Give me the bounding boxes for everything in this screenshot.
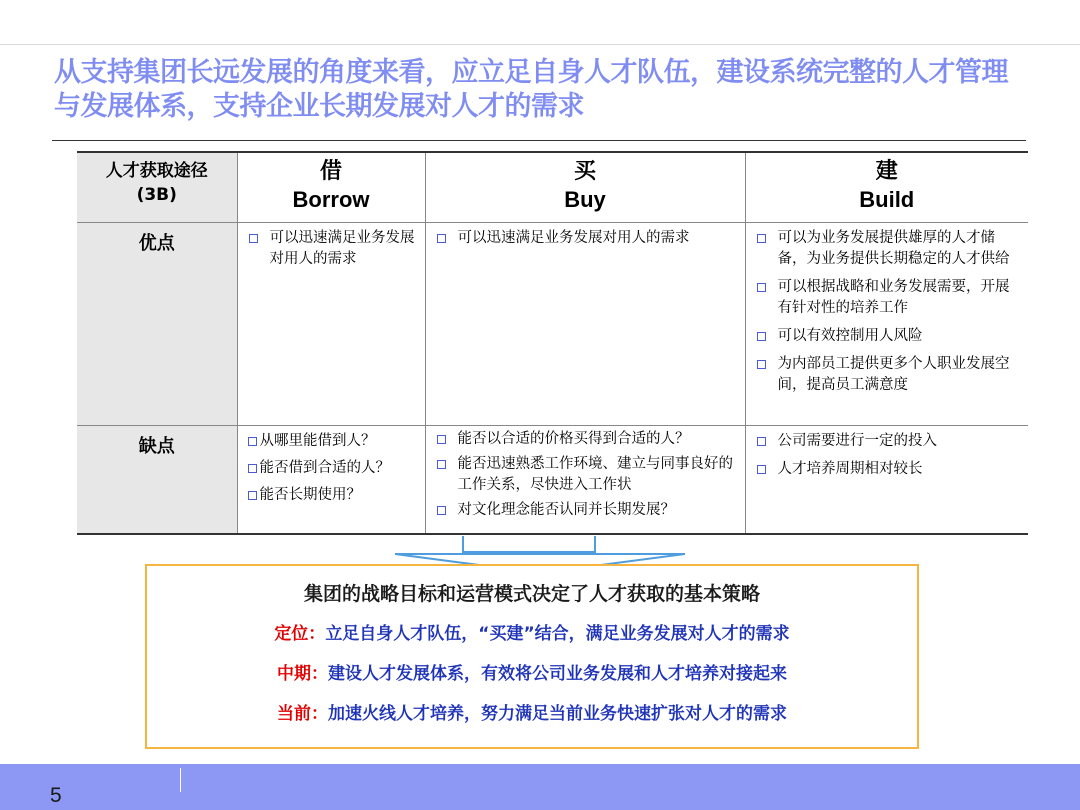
square-bullet-icon (757, 360, 766, 369)
square-bullet-icon (249, 234, 258, 243)
row-label-advantages: 优点 (77, 222, 237, 425)
list-item: 可以根据战略和业务发展需要，开展有针对性的培养工作 (756, 277, 1023, 319)
top-divider (0, 44, 1080, 45)
list-item: 能否以合适的价格买得到合适的人？ (436, 429, 739, 450)
list-item: 可以迅速满足业务发展对用人的需求 (436, 228, 739, 249)
list-item: 为内部员工提供更多个人职业发展空间，提高员工满意度 (756, 354, 1023, 396)
column-en: Build (859, 187, 915, 212)
list-item: 从哪里能借到人？ (248, 431, 419, 452)
square-bullet-icon (437, 234, 446, 243)
square-bullet-icon (757, 283, 766, 292)
list-item: 人才培养周期相对较长 (756, 459, 1023, 480)
column-zh: 建 (875, 159, 898, 184)
summary-line-midterm (147, 660, 917, 688)
square-bullet-icon (248, 491, 257, 500)
column-header-buy (425, 152, 745, 222)
summary-label: 定位： (274, 624, 326, 644)
bullet-list (238, 223, 425, 281)
cell-buy-disadvantages (425, 425, 745, 534)
column-header-build (745, 152, 1028, 222)
square-bullet-icon (437, 435, 446, 444)
cell-borrow-disadvantages (237, 425, 425, 534)
square-bullet-icon (757, 465, 766, 474)
bullet-list (238, 426, 425, 516)
square-bullet-icon (248, 437, 257, 446)
summary-text: 加速火线人才培养，努力满足当前业务快速扩张对人才的需求 (328, 704, 787, 724)
cell-build-advantages (745, 222, 1028, 425)
cell-buy-advantages (425, 222, 745, 425)
column-en: Buy (564, 187, 606, 212)
summary-label: 当前： (277, 704, 328, 724)
summary-line-current (147, 700, 917, 728)
cell-borrow-advantages (237, 222, 425, 425)
square-bullet-icon (757, 437, 766, 446)
list-item: 公司需要进行一定的投入 (756, 431, 1023, 452)
corner-label-zh: 人才获取途径 (105, 161, 208, 181)
slide-headline: 从支持集团长远发展的角度来看，应立足自身人才队伍，建设系统完整的人才管理与发展体系，支持企业长期发展对人才的需求 (54, 57, 1008, 122)
cell-build-disadvantages (745, 425, 1028, 534)
list-item: 可以为业务发展提供雄厚的人才储备，为业务提供长期稳定的人才供给 (756, 228, 1023, 270)
corner-header (77, 152, 237, 222)
row-label-disadvantages: 缺点 (77, 425, 237, 534)
footer-divider (180, 768, 181, 792)
bullet-list (426, 223, 745, 260)
footer-bar (0, 764, 1080, 810)
corner-label-code: (3B) (136, 185, 177, 205)
summary-label: 中期： (277, 664, 328, 684)
bullet-list (746, 426, 1029, 491)
list-item: 可以有效控制用人风险 (756, 326, 1023, 347)
column-en: Borrow (292, 187, 370, 212)
headline-divider (52, 140, 1026, 141)
square-bullet-icon (437, 460, 446, 469)
list-item: 能否迅速熟悉工作环境、建立与同事良好的工作关系，尽快进入工作状 (436, 454, 739, 496)
bullet-list (426, 426, 745, 525)
page-number: 5 (50, 784, 62, 807)
list-item: 能否长期使用？ (248, 485, 419, 506)
summary-box (145, 564, 919, 749)
list-item: 可以迅速满足业务发展对用人的需求 (248, 228, 419, 270)
talent-acquisition-table (77, 151, 1028, 535)
summary-title: 集团的战略目标和运营模式决定了人才获取的基本策略 (303, 583, 760, 605)
column-zh: 借 (319, 159, 342, 184)
summary-line-positioning (147, 620, 917, 648)
summary-text: 立足自身人才队伍，“买建”结合，满足业务发展对人才的需求 (325, 624, 790, 644)
column-header-borrow (237, 152, 425, 222)
square-bullet-icon (248, 464, 257, 473)
bullet-list (746, 223, 1029, 407)
summary-text: 建设人才发展体系，有效将公司业务发展和人才培养对接起来 (328, 664, 787, 684)
column-zh: 买 (573, 159, 596, 184)
square-bullet-icon (437, 506, 446, 515)
list-item: 能否借到合适的人？ (248, 458, 419, 479)
list-item: 对文化理念能否认同并长期发展？ (436, 500, 739, 521)
square-bullet-icon (757, 234, 766, 243)
square-bullet-icon (757, 332, 766, 341)
